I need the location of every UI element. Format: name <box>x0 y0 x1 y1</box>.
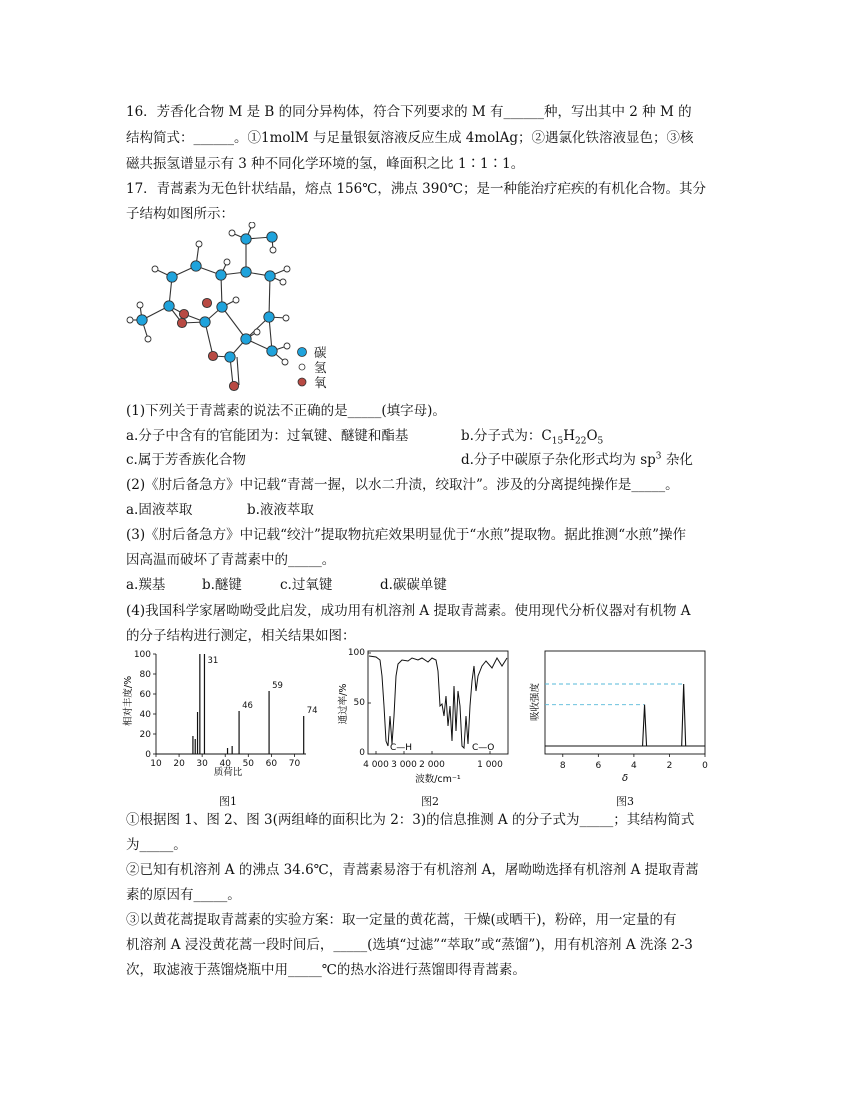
q17-p4-sub3-c: 次，取滤液于蒸馏烧瓶中用_____℃的热水浴进行蒸馏即得青蒿素。 <box>126 962 526 978</box>
fig3-caption: 图3 <box>616 795 634 808</box>
q17-line-2: 子结构如图所示： <box>126 206 234 222</box>
q17-p1-option-d: d.分子中碳原子杂化形式均为 $sp^3$ 杂化 <box>461 451 693 468</box>
fig2-xtick-3000: 3 000 <box>391 760 417 770</box>
fig3-xtick-label: 0 <box>702 761 708 771</box>
fig2-xtick-2000: 2 000 <box>419 760 445 770</box>
fig1-xtick-label: 20 <box>173 759 185 769</box>
q17-p4-stem-1: (4)我国科学家屠呦呦受此启发，成功用有机溶剂 A 提取青蒿素。使用现代分析仪器对有机物 A <box>126 603 691 619</box>
q17-p2-option-b: b.液液萃取 <box>247 502 314 518</box>
hydrogen-atom <box>127 317 133 323</box>
fig1-ylabel: 相对丰度/% <box>123 675 134 727</box>
carbon-atom <box>164 301 174 311</box>
q17-p2-option-a: a.固液萃取 <box>126 502 193 518</box>
legend-hydrogen-label: 氢 <box>314 360 327 375</box>
ir-transmittance-curve <box>369 656 507 748</box>
q16-line-3: 磁共振氢谱显示有 3 种不同化学环境的氢，峰面积之比 1∶1∶1。 <box>126 156 525 172</box>
carbon-atom <box>265 271 275 281</box>
hydrogen-atom <box>280 279 286 285</box>
ir-spectrum-chart <box>332 646 522 791</box>
carbon-atom <box>267 232 277 242</box>
mass-spectrum-chart <box>118 646 318 791</box>
hydrogen-atom <box>224 259 230 265</box>
fig1-xtick-label: 10 <box>150 759 162 769</box>
q17-p3-option-b: b.醚键 <box>202 577 242 593</box>
hydrogen-atom <box>282 359 288 365</box>
legend-carbon-dot <box>298 348 307 357</box>
hydrogen-atom <box>284 266 290 272</box>
fig3-xtick-label: 2 <box>666 761 673 771</box>
molecule-atoms <box>127 222 290 391</box>
fig1-xtick-label: 60 <box>265 759 278 769</box>
fig3-xtick-label: 4 <box>631 761 637 771</box>
hydrogen-atom <box>233 297 239 303</box>
q17-p3-option-c: c.过氧键 <box>280 577 333 593</box>
oxygen-atom <box>177 318 186 327</box>
q17-line-1: 17．青蒿素为无色针状结晶，熔点 156℃，沸点 390℃；是一种能治疗疟疾的有机化合物。其分 <box>126 181 706 197</box>
fig2-xlabel: 波数/cm⁻¹ <box>415 774 461 785</box>
fig1-peak-label: 46 <box>242 701 253 711</box>
hydrogen-atom <box>145 336 151 342</box>
fig3-peak <box>682 684 686 746</box>
legend-oxygen-dot <box>298 378 306 386</box>
q17-p3-stem-1: (3)《肘后备急方》中记载“绞汁”提取物抗疟效果明显优于“水煎”提取物。据此推测“水煎”操作 <box>126 527 687 543</box>
fig1-ytick-label: 60 <box>139 690 151 700</box>
carbon-atom <box>241 334 251 344</box>
legend-carbon-label: 碳 <box>314 345 327 360</box>
hydrogen-atom <box>196 241 202 247</box>
hydrogen-atom <box>254 329 260 335</box>
q17-p4-sub2-a: ②已知有机溶剂 A 的沸点 34.6℃，青蒿素易溶于有机溶剂 A，屠呦呦选择有机溶剂 A 提取青蒿 <box>126 862 699 878</box>
hydrogen-atom <box>284 343 290 349</box>
hydrogen-atom <box>229 230 235 236</box>
q17-p1-option-a: a.分子中含有的官能团为：过氧键、醚键和酯基 <box>126 428 409 444</box>
fig1-xtick-label: 40 <box>219 759 231 769</box>
q16-line-2: 结构简式：______。①1molM 与足量银氨溶液反应生成 4molAg；②遇氯化铁溶液显色；③核 <box>126 130 694 146</box>
legend-markers <box>296 346 308 388</box>
fig1-xlabel: 质荷比 <box>213 767 243 778</box>
q17-p3-option-a: a.羰基 <box>126 577 166 593</box>
fig1-xtick-label: 30 <box>196 759 208 769</box>
fig1-caption: 图1 <box>219 795 237 808</box>
fig2-xtick-4000: 4 000 <box>363 760 389 770</box>
fig2-xtick-1000: 1 000 <box>477 760 503 770</box>
q16-line-1: 16．芳香化合物 M 是 B 的同分异构体，符合下列要求的 M 有______种，写出其中 2 种 M 的 <box>126 104 692 120</box>
carbon-atom <box>217 302 227 312</box>
oxygen-atom <box>202 298 211 307</box>
carbon-atom <box>267 346 277 356</box>
fig3-ylabel: 吸收强度 <box>530 682 541 722</box>
q17-p1-option-b: b.分子式为：$C_{15}H_{22}O_5$ <box>461 428 604 447</box>
fig1-ytick-label: 80 <box>139 670 151 680</box>
q17-p4-sub1-a: ①根据图 1、图 2、图 3(两组峰的面积比为 2：3)的信息推测 A 的分子式为_____；其结构简式 <box>126 812 695 828</box>
q17-p4-sub2-b: 素的原因有_____。 <box>126 887 241 903</box>
carbon-atom <box>241 234 251 244</box>
q17-p4-sub1-b: 为_____。 <box>126 837 187 853</box>
q17-p3-stem-2: 因高温而破坏了青蒿素中的_____。 <box>126 552 336 568</box>
q17-p1-option-c: c.属于芳香族化合物 <box>126 452 246 468</box>
fig3-xlabel: δ <box>621 773 629 784</box>
legend-oxygen-label: 氧 <box>314 375 327 390</box>
fig3-xtick-label: 6 <box>595 761 602 771</box>
fig2-ytick-100: 100 <box>347 648 365 658</box>
fig1-peak-label: 59 <box>272 681 283 691</box>
fig3-peak <box>643 705 647 746</box>
oxygen-atom <box>229 381 238 390</box>
legend-hydrogen-dot <box>299 364 305 370</box>
fig1-xtick-label: 70 <box>288 759 301 769</box>
nmr-spectrum-chart <box>525 646 715 791</box>
carbon-atom <box>191 261 201 271</box>
fig1-ytick-label: 0 <box>145 750 151 760</box>
fig2-ylabel: 通过率/% <box>338 683 349 725</box>
carbon-atom <box>137 315 147 325</box>
oxygen-atom <box>208 351 217 360</box>
oxygen-atom <box>179 309 188 318</box>
hydrogen-atom <box>249 222 255 228</box>
hydrogen-atom <box>137 302 143 308</box>
q17-p4-stem-2: 的分子结构进行测定，相关结果如图： <box>126 628 356 644</box>
fig1-peak-label: 31 <box>207 656 219 666</box>
fig1-peak-label: 74 <box>306 706 318 716</box>
q17-p4-sub3-b: 机溶剂 A 浸没黄花蒿一段时间后，_____(选填“过滤”“萃取”或“蒸馏”)，用有机溶剂 A 洗涤 2-3 <box>126 937 693 953</box>
carbon-atom <box>167 272 177 282</box>
q17-p2-stem: (2)《肘后备急方》中记载“青蒿一握，以水二升渍，绞取汁”。涉及的分离提纯操作是_____。 <box>126 477 679 493</box>
hydrogen-atom <box>152 266 158 272</box>
hydrogen-atom <box>283 315 289 321</box>
fig3-xtick-label: 8 <box>559 761 566 771</box>
fig1-ytick-label: 40 <box>139 710 151 720</box>
carbon-atom <box>216 270 226 280</box>
fig1-ytick-label: 100 <box>133 650 151 660</box>
fig2-co-annotation: C—O <box>472 743 495 753</box>
fig2-ytick-50: 50 <box>353 698 365 708</box>
carbon-atom <box>241 267 251 277</box>
fig2-ytick-0: 0 <box>359 748 365 758</box>
q17-p1-stem: (1)下列关于青蒿素的说法不正确的是_____(填字母)。 <box>126 403 446 419</box>
fig2-caption: 图2 <box>421 795 439 808</box>
hydrogen-atom <box>270 247 276 253</box>
fig1-ytick-label: 20 <box>139 730 151 740</box>
carbon-atom <box>225 352 235 362</box>
fig2-ch-annotation: C—H <box>390 743 413 753</box>
q17-p4-sub3-a: ③以黄花蒿提取青蒿素的实验方案：取一定量的黄花蒿，干燥(或晒干)，粉碎，用一定量的有 <box>126 912 677 928</box>
carbon-atom <box>200 317 210 327</box>
fig1-xtick-label: 50 <box>242 759 255 769</box>
carbon-atom <box>264 312 274 322</box>
q17-p3-option-d: d.碳碳单键 <box>380 577 447 593</box>
